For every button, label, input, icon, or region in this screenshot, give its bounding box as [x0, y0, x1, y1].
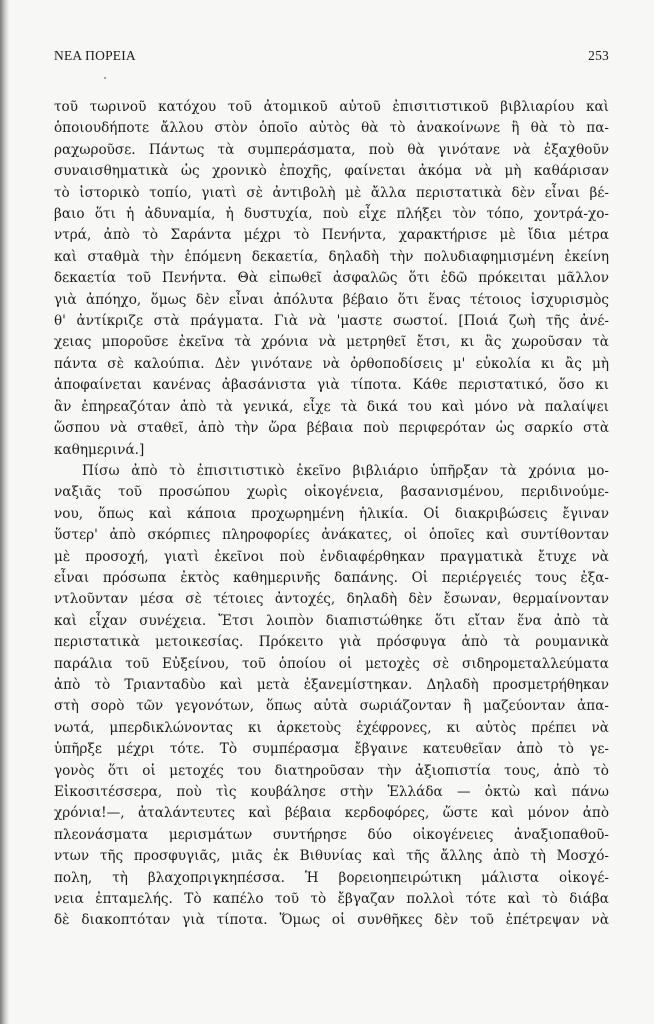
text-line: ντλοῦνταν μέσα σὲ τέτοιες ἀντοχές, δηλαδὴ δὲν ἔσωναν, θερμαίνονταν [54, 591, 609, 608]
text-line: ὑπῆρξε μέχρι τότε. Τὸ συμπέρασμα ἔβγαινε κατευθεῖαν ἀπὸ τὸ γε- [54, 741, 609, 758]
page-edge-shadow [0, 0, 9, 1024]
text-line: συναισθηματικὰ ὡς χρονικὸ ἐποχῆς, φαίνεται ἀκόμα νὰ μὴ καθάρισαν [54, 163, 609, 180]
print-speck [104, 77, 106, 79]
paragraph-end-line: καθημερινά.] [54, 441, 145, 458]
text-line: πλεονάσματα μερισμάτων συντήρησε δύο οἰκογένειες ἀναξιοπαθοῦ- [54, 826, 609, 843]
text-line: ὁποιουδήποτε ἄλλου στὸν ὁποῖο αὐτὸς θὰ τὸ ἀνακοίνωνε ἢ θὰ τὸ πα- [54, 120, 609, 137]
paragraph-start-line: Πίσω ἀπὸ τὸ ἐπισιτιστικὸ ἐκεῖνο βιβλιάριο ὑπῆρξαν τὰ χρόνια μο- [82, 462, 609, 479]
text-line: ἀπὸ τὸ Τριανταδὺο καὶ μετὰ ἐξανεμίστηκαν. Δηλαδὴ προσμετρήθηκαν [54, 676, 609, 693]
text-line: θ' ἀντίκριζε στὰ πράγματα. Γιὰ νὰ 'μαστε σωστοί. [Ποιά ζωὴ τῆς ἀνέ- [54, 313, 609, 330]
text-line: ὥσπου νὰ σταθεῖ, ἀπὸ τὴν ὥρα βέβαια ποὺ περιφερόταν ὡς σαρκίο στὰ [54, 420, 609, 437]
running-title: ΝΕΑ ΠΟΡΕΙΑ [54, 48, 136, 63]
text-line: τοῦ τωρινοῦ κατόχου τοῦ ἀτομικοῦ αὐτοῦ ἐπισιτιστικοῦ βιβλιαρίου καὶ [54, 99, 609, 115]
text-line: παράλια τοῦ Εὐξείνου, τοῦ ὁποίου οἱ μετοχὲς σὲ σιδηρομεταλλεύματα [54, 655, 609, 672]
text-line: καὶ σταθμὰ τὴν ἑπόμενη δεκαετία, δηλαδὴ τὴν πολυδιαφημισμένη ἐκείνη [54, 248, 609, 265]
text-line: ἀποφαίνεται κανένας ἀβασάνιστα γιὰ τίποτα. Κάθε περιστατικό, ὅσο κι [54, 377, 609, 394]
text-line: δεκαετία τοῦ Πενήντα. Θὰ εἰπωθεῖ ἀσφαλῶς ὅτι ἐδῶ πρόκειται μᾶλλον [54, 270, 609, 287]
text-line: νου, ὅπως καὶ κάποια προχωρημένη ἡλικία. Οἱ διακριβώσεις ἔγιναν [54, 505, 609, 522]
body-text [54, 97, 609, 932]
text-line: ντρά, ἀπὸ τὸ Σαράντα μέχρι τὸ Πενήντα, χαρακτήρισε μὲ ἴδια μέτρα [54, 227, 609, 244]
text-line: χρόνια!—, ἀταλάντευτες καὶ βέβαια κερδοφόρες, ὥστε καὶ μόνον ἀπὸ [54, 805, 609, 822]
text-line: ντων τῆς προσφυγιᾶς, μιᾶς ἐκ Βιθυνίας καὶ τῆς ἄλλης ἀπὸ τὴ Μοσχό- [54, 848, 609, 865]
text-line: Εἰκοσιτέσσερα, ποὺ τὶς κουβάλησε στὴν Ἑλλάδα — ὀκτὼ καὶ πάνω [54, 784, 609, 800]
text-line: ἂν ἐπηρεαζόταν ἀπὸ τὰ γενικά, εἶχε τὰ δικά του καὶ μόνο νὰ παλαίψει [54, 398, 609, 415]
text-line: δὲ διακοπτόταν γιὰ τίποτα. Ὅμως οἱ συνθῆκες δὲν τοῦ ἐπέτρεψαν νὰ [54, 912, 609, 929]
text-line: μὲ προσοχή, γιατὶ ἐκεῖνοι ποὺ ἐνδιαφέρθηκαν πραγματικὰ ἔτυχε νὰ [54, 548, 609, 565]
text-line: πάντα σὲ καλούπια. Δὲν γινότανε νὰ ὀρθοποδίσεις μ' εὐκολία κι ἂς μὴ [54, 355, 609, 372]
text-line: πολη, τὴ βλαχοπριγκηπέσσα. Ἡ βορειοηπειρώτικη μάλιστα οἰκογέ- [54, 869, 609, 886]
text-line: βαιο ὅτι ἡ ἀδυναμία, ἡ δυστυχία, ποὺ εἶχε πλήξει τὸν τόπο, χοντρά-χο- [54, 206, 609, 223]
text-line: ὕστερ' ἀπὸ σκόρπιες πληροφορίες ἀνάκατες, οἱ ὁποῖες καὶ συντίθονταν [54, 527, 609, 544]
text-line: γονὸς ὅτι οἱ μετοχές του διατηροῦσαν τὴν ἀξιοπιστία τους, ἀπὸ τὸ [54, 762, 609, 779]
text-line: χειας μποροῦσε ἐκεῖνα τὰ χρόνια νὰ μετρηθεῖ ἔτσι, κι ἂς χωροῦσαν τὰ [54, 334, 609, 351]
text-line: εἶναι πρόσωπα ἐκτὸς καθημερινῆς δαπάνης. Οἱ περιέργειές τους ἐξα- [54, 569, 609, 586]
text-line: γιὰ ἀπόηχο, ὅμως δὲν εἶναι ἀπόλυτα βέβαιο ὅτι ἕνας τέτοιος ἰσχυρισμὸς [54, 291, 609, 308]
text-line: στὴ σορὸ τῶν γεγονότων, ὅπως αὐτὰ σωριάζονταν ἢ μαζεύονταν ἀπα- [54, 698, 609, 715]
text-line: ναξιᾶς τοῦ προσώπου χωρὶς οἰκογένεια, βασανισμένου, περιδινούμε- [54, 484, 609, 501]
text-line: περιστατικὰ μετοικεσίας. Πρόκειτο γιὰ πρόσφυγα ἀπὸ τὰ ρουμανικὰ [54, 634, 609, 651]
text-line: ραχωροῦσε. Πάντως τὰ συμπεράσματα, ποὺ θὰ γινότανε νὰ ἐξαχθοῦν [54, 141, 609, 158]
page-number: 253 [588, 48, 609, 63]
text-line: καὶ εἶχαν συνέχεια. Ἔτσι λοιπὸν διαπιστώθηκε ὅτι εἴταν ἕνα ἀπὸ τὰ [54, 612, 609, 629]
text-line: νωτά, μπερδικλώνοντας κι ἀρκετοὺς ἐχέφρονες, κι αὐτὸς πρέπει νὰ [54, 719, 609, 736]
text-line: τὸ ἱστορικὸ τοπίο, γιατὶ σὲ ἀντιβολὴ μὲ ἄλλα περιστατικὰ δὲν εἶναι βέ- [54, 184, 609, 201]
text-line: νεια ἐπταμελής. Τὸ καπέλο τοῦ τὸ ἔβγαζαν πολλοὶ τότε καὶ τὸ διάβα [54, 891, 609, 908]
